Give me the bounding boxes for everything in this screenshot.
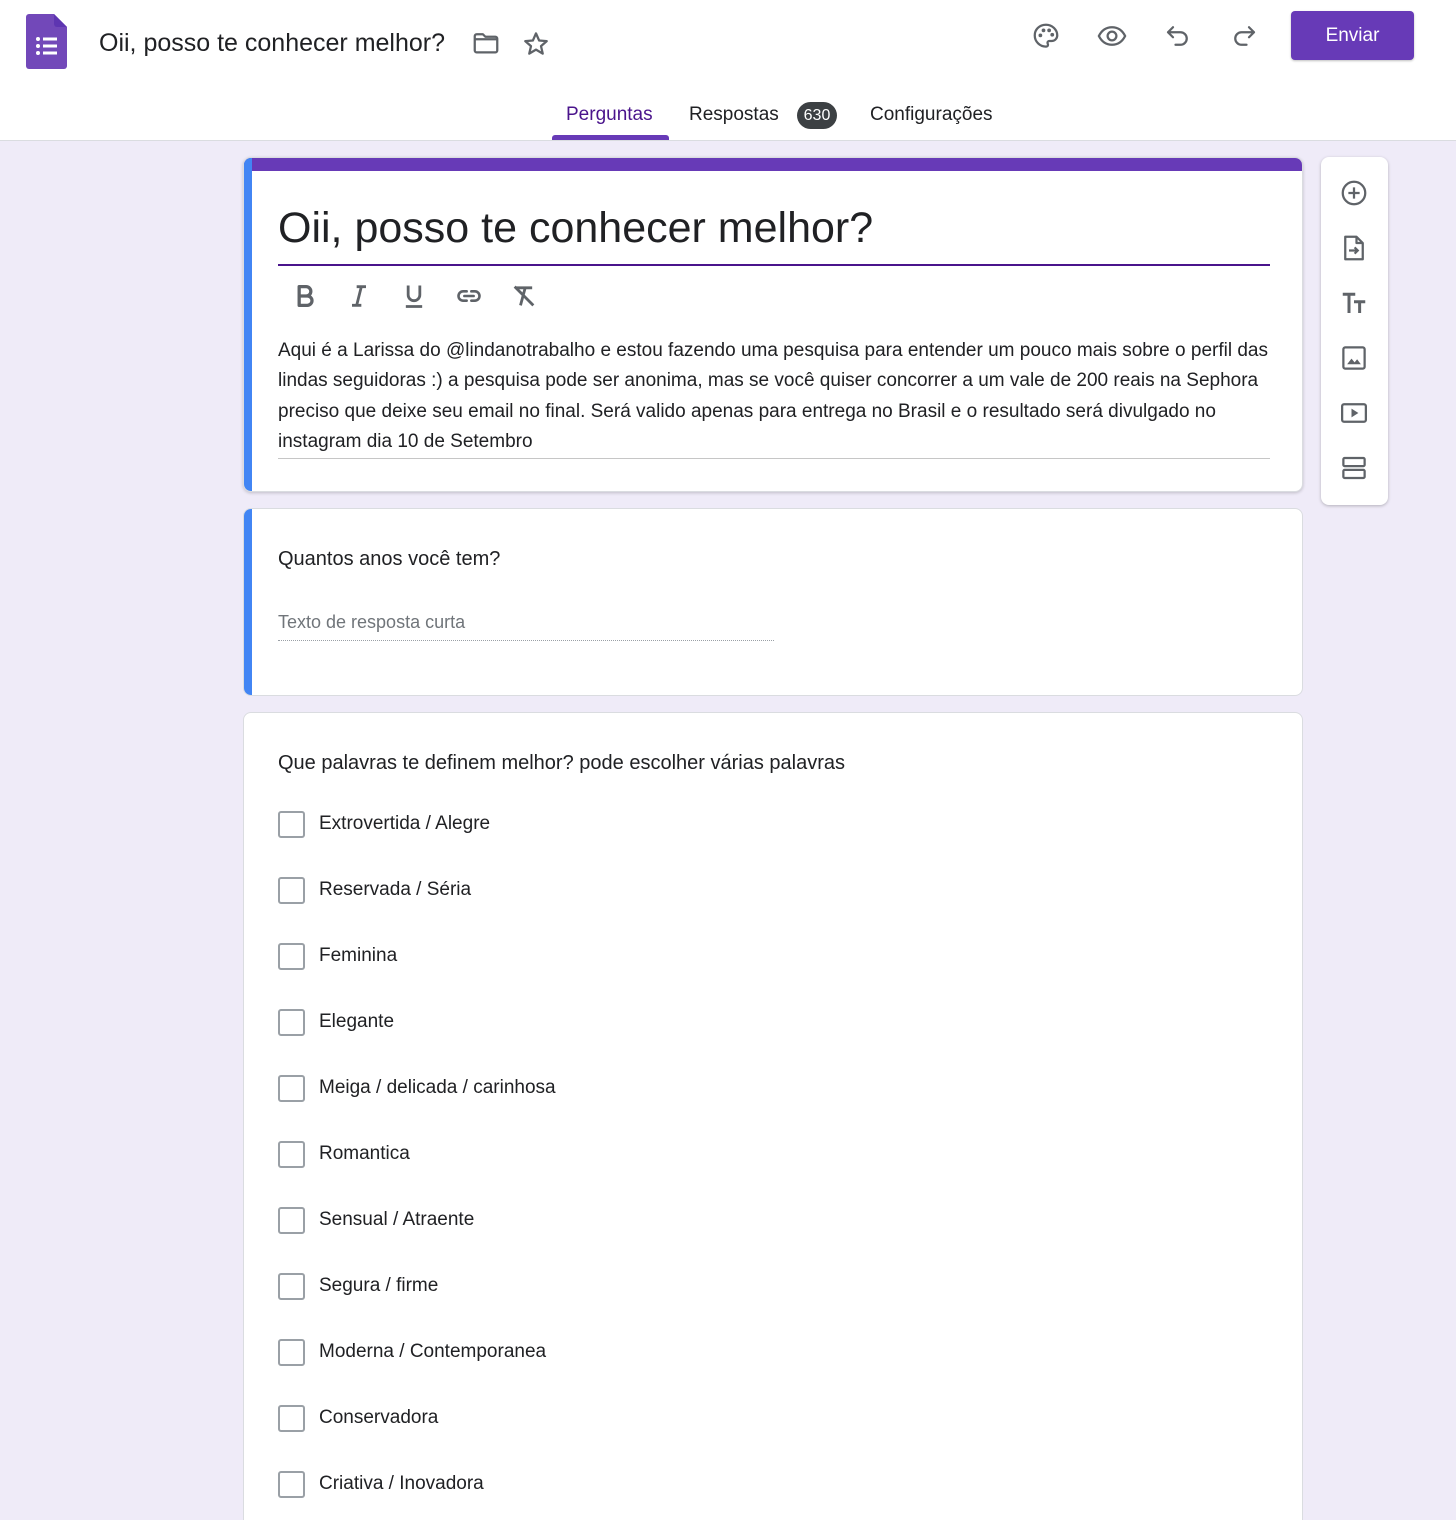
document-title[interactable]: Oii, posso te conhecer melhor? <box>99 29 446 57</box>
checkbox[interactable] <box>278 811 305 838</box>
floating-toolbar <box>1321 157 1388 505</box>
option-label: Moderna / Contemporanea <box>319 1341 547 1362</box>
star-icon[interactable] <box>516 24 556 64</box>
checkbox-option[interactable] <box>278 1470 484 1498</box>
active-card-indicator <box>244 158 252 491</box>
undo-icon[interactable] <box>1158 16 1198 56</box>
checkbox-option[interactable] <box>278 1008 394 1036</box>
form-title[interactable]: Oii, posso te conhecer melhor? <box>278 204 874 252</box>
checkbox[interactable] <box>278 1207 305 1234</box>
checkbox-option[interactable] <box>278 1272 438 1300</box>
add-question-icon[interactable] <box>1334 173 1374 213</box>
tab-questions[interactable]: Perguntas <box>566 104 653 125</box>
tab-responses[interactable]: Respostas <box>689 104 779 125</box>
title-underline <box>278 264 1270 266</box>
option-label: Sensual / Atraente <box>319 1209 475 1230</box>
option-label: Elegante <box>319 1011 395 1032</box>
option-label: Feminina <box>319 945 398 966</box>
forms-logo-icon[interactable] <box>26 14 67 69</box>
add-image-icon[interactable] <box>1334 338 1374 378</box>
option-label: Romantica <box>319 1143 410 1164</box>
option-label: Extrovertida / Alegre <box>319 813 491 834</box>
option-label: Meiga / delicada / carinhosa <box>319 1077 556 1098</box>
checkbox[interactable] <box>278 1405 305 1432</box>
active-card-indicator <box>244 509 252 695</box>
add-video-icon[interactable] <box>1334 393 1374 433</box>
checkbox[interactable] <box>278 1075 305 1102</box>
checkbox[interactable] <box>278 1141 305 1168</box>
option-label: Conservadora <box>319 1407 439 1428</box>
responses-count-badge: 630 <box>797 102 837 129</box>
link-icon[interactable] <box>451 278 487 314</box>
checkbox-option[interactable] <box>278 1206 474 1234</box>
checkbox[interactable] <box>278 1273 305 1300</box>
checkbox[interactable] <box>278 1339 305 1366</box>
underline-icon[interactable] <box>396 278 432 314</box>
description-underline <box>278 458 1270 459</box>
tab-settings[interactable]: Configurações <box>870 104 993 125</box>
checkbox-option[interactable] <box>278 810 490 838</box>
checkbox[interactable] <box>278 943 305 970</box>
checkbox[interactable] <box>278 1009 305 1036</box>
question-title: Quantos anos você tem? <box>278 548 501 570</box>
eye-icon[interactable] <box>1092 16 1132 56</box>
form-description[interactable]: Aqui é a Larissa do @lindanotrabalho e estou fazendo uma pesquisa para entender um pouco mais sobre o perfil das lindas seguidoras :) a pesquisa pode ser anonima, mas se você quiser concorrer a um vale de 200 reais na Sephora preciso que deixe seu email no final. Será valido apenas para entrega no Brasil e o resultado será divulgado no instagram dia 10 de Setembro <box>278 340 1268 452</box>
theme-bar <box>244 158 1302 171</box>
checkbox-option[interactable] <box>278 1404 438 1432</box>
add-section-icon[interactable] <box>1334 448 1374 488</box>
question-card-words[interactable] <box>243 712 1303 1520</box>
redo-icon[interactable] <box>1224 16 1264 56</box>
short-answer-input[interactable] <box>278 605 774 641</box>
import-questions-icon[interactable] <box>1334 228 1374 268</box>
option-label: Segura / firme <box>319 1275 439 1296</box>
checkbox[interactable] <box>278 877 305 904</box>
checkbox-option[interactable] <box>278 942 397 970</box>
bold-icon[interactable] <box>287 278 323 314</box>
folder-icon[interactable] <box>466 23 506 63</box>
palette-icon[interactable] <box>1026 16 1066 56</box>
send-button[interactable]: Enviar <box>1291 11 1414 60</box>
question-card-age[interactable] <box>243 508 1303 696</box>
italic-icon[interactable] <box>341 278 377 314</box>
clear-format-icon[interactable] <box>506 278 542 314</box>
option-label: Reservada / Séria <box>319 879 472 900</box>
active-tab-indicator <box>552 135 669 140</box>
checkbox-option[interactable] <box>278 876 471 904</box>
form-header-card[interactable] <box>243 157 1303 492</box>
checkbox[interactable] <box>278 1471 305 1498</box>
add-title-icon[interactable] <box>1334 283 1374 323</box>
question-title: Que palavras te definem melhor? pode escolher várias palavras <box>278 752 845 774</box>
checkbox-option[interactable] <box>278 1074 556 1102</box>
checkbox-option[interactable] <box>278 1338 546 1366</box>
checkbox-option[interactable] <box>278 1140 410 1168</box>
option-label: Criativa / Inovadora <box>319 1473 484 1494</box>
tab-bar <box>0 90 1456 141</box>
